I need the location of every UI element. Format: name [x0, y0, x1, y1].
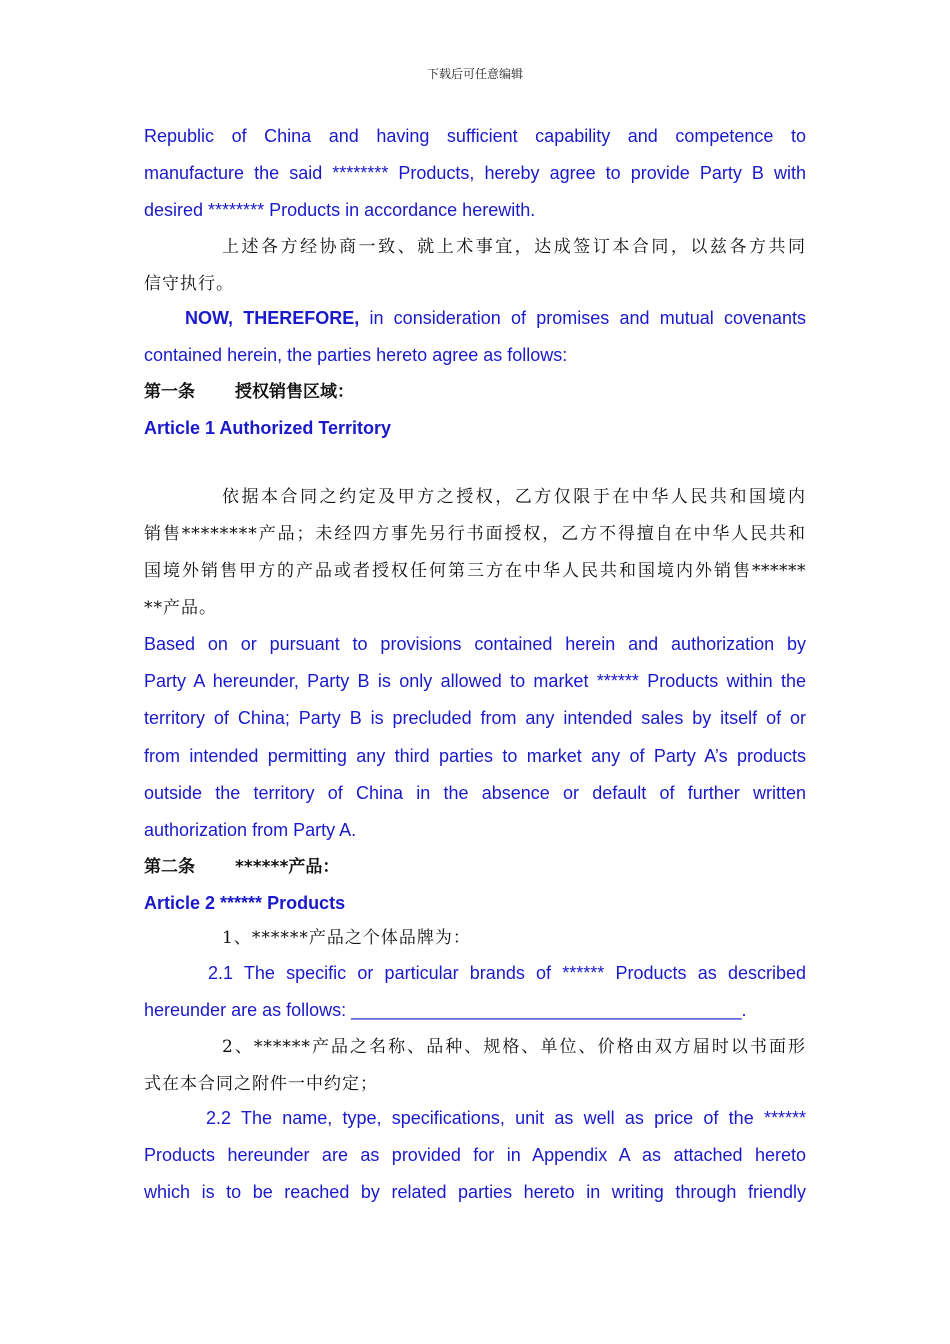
page-header: 下载后可任意编辑: [426, 67, 523, 81]
article-number: 第一条: [144, 382, 195, 402]
emphasis-text: NOW, THEREFORE,: [185, 308, 360, 328]
paragraph-brand-cn: [144, 920, 806, 957]
paragraph-agreement-cn: [144, 229, 806, 303]
text-line: 国境外销售甲方的产品或者授权任何第三方在中华人民共和国境内外销售******: [144, 561, 806, 581]
text-line: 2、******产品之名称、品种、规格、单位、价格由双方届时以书面形: [222, 1037, 806, 1057]
text-line: territory of China; Party B is precluded from any intended sales by itself of or: [144, 708, 806, 729]
paragraph-intro-en: [144, 118, 806, 230]
text-line: 依据本合同之约定及甲方之授权，乙方仅限于在中华人民共和国境内: [222, 487, 806, 507]
paragraph-territory-cn: [144, 479, 806, 627]
paragraph-brand-en: [144, 955, 806, 1029]
text-line: Based on or pursuant to provisions contained herein and authorization by: [144, 634, 806, 654]
text-line: Products hereunder are as provided for in Appendix A as attached hereto: [144, 1145, 806, 1166]
text-line: outside the territory of China in the absence or default of further written: [144, 782, 806, 803]
article-number: 第二条: [144, 857, 195, 877]
paragraph-territory-en: [144, 626, 806, 849]
article-heading-cn: [144, 849, 806, 885]
paragraph-specs-cn: [144, 1029, 806, 1103]
text-line: 信守执行。: [144, 274, 234, 294]
text-line: from intended permitting any third parties to market any of Party A’s products: [144, 745, 806, 766]
text-line: Party A hereunder, Party B is only allowed to market ****** Products within the: [144, 671, 806, 692]
text-line: 式在本合同之附件一中约定；: [144, 1074, 378, 1094]
article-title: 授权销售区域：: [235, 382, 354, 402]
paragraph-specs-en: [144, 1100, 806, 1212]
article-heading-en: Article 2 ****** Products: [144, 893, 346, 913]
text-segment: in consideration of promises and mutual covenants: [359, 308, 806, 328]
article-1-heading: [144, 374, 806, 446]
article-2-heading: [144, 849, 806, 921]
text-line: 1、******产品之个体品牌为：: [222, 928, 471, 948]
text-line: 上述各方经协商一致、就上术事宜，达成签订本合同，以兹各方共同: [222, 237, 806, 257]
article-title: ******产品：: [235, 857, 340, 877]
article-heading-cn: [144, 374, 806, 410]
text-line: authorization from Party A.: [144, 820, 357, 841]
text-line: desired ******** Products in accordance herewith.: [144, 200, 536, 221]
article-heading-en: Article 1 Authorized Territory: [144, 418, 392, 438]
text-line: Republic of China and having sufficient capability and competence to: [144, 126, 806, 146]
text-line: 2.1 The specific or particular brands of ****** Products as described: [208, 963, 806, 983]
text-line: contained herein, the parties hereto agree as follows:: [144, 345, 568, 366]
text-line: which is to be reached by related parties hereto in writing through friendly: [144, 1182, 806, 1203]
text-line: [144, 300, 806, 337]
text-line: **产品。: [144, 598, 217, 618]
text-line: 销售********产品；未经四方事先另行书面授权，乙方不得擅自在中华人民共和: [144, 524, 806, 544]
text-line: manufacture the said ******** Products, hereby agree to provide Party B with: [144, 163, 806, 184]
text-line: hereunder are as follows: _______________________________________.: [144, 1000, 747, 1021]
paragraph-therefore-en: [144, 300, 806, 374]
text-line: 2.2 The name, type, specifications, unit as well as price of the ******: [206, 1108, 806, 1128]
